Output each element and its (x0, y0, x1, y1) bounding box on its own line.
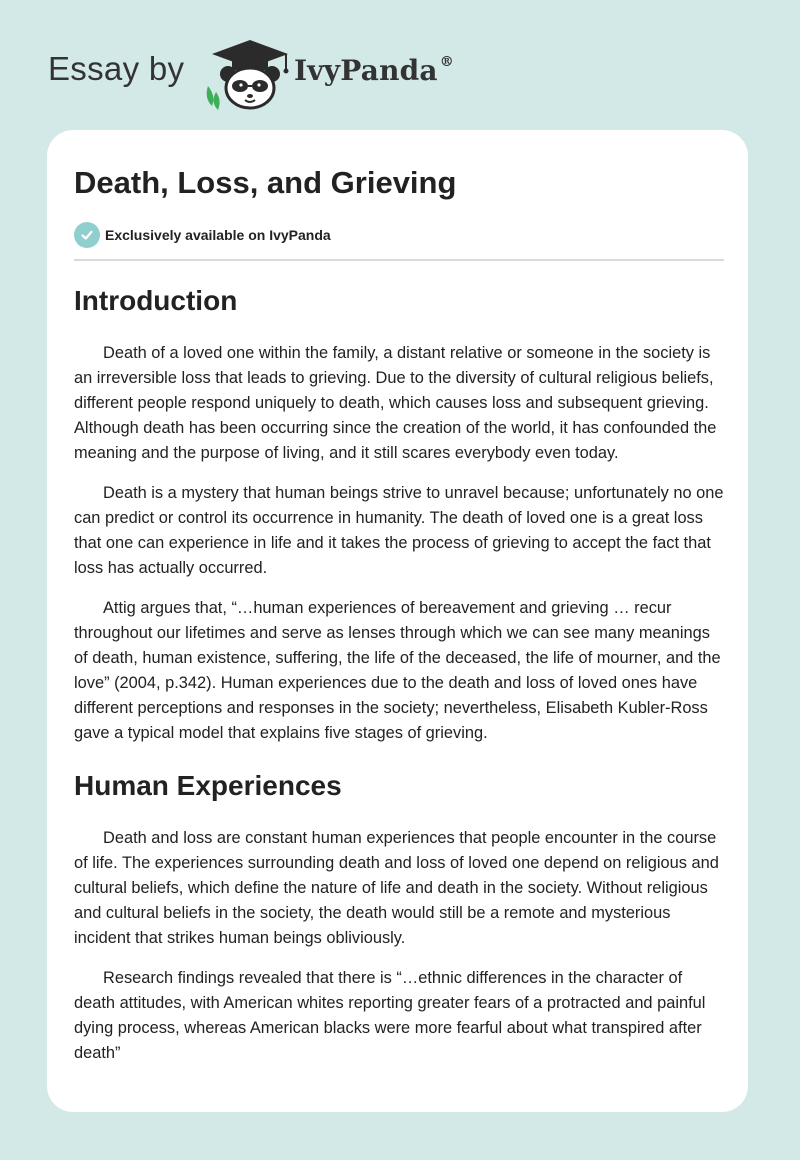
essay-by-label: Essay by (48, 50, 185, 87)
exclusive-badge (74, 222, 724, 248)
paragraph: Death is a mystery that human beings strive to unravel because; unfortunately no one can predict or control its occurrence in humanity. The death of loved one is a great loss that one can experience in life and it takes the process of grieving to accept the fact that loss has actually occurred. (74, 484, 724, 577)
registered-mark: ® (439, 54, 454, 70)
paragraph: Attig argues that, “…human experiences of bereavement and grieving … recur throughout our lifetimes and serve as lenses through which we can see many meanings of death, human existence, suffering, the life of the deceased, the life of mourner, and the love” (2004, p.342). Human experiences due to the death and loss of loved ones have different perceptions and responses in the society; nevertheless, Elisabeth Kubler-Ross gave a typical model that explains five stages of grieving. (74, 599, 721, 742)
essay-content (74, 160, 724, 1066)
paragraph: Death of a loved one within the family, a distant relative or someone in the society is an irreversible loss that leads to grieving. Due to the diversity of cultural religious beliefs, different people respond uniquely to death, which causes loss and subsequent grieving. Although death has been occurring since the creation of the world, it has confounded the meaning and the purpose of living, and it still scares everybody even today. (74, 344, 717, 462)
site-header (48, 28, 508, 108)
panda-graduate-icon (202, 36, 296, 110)
ivypanda-brand[interactable] (294, 54, 454, 87)
paragraph: Research findings revealed that there is “…ethnic differences in the character of death attitudes, with American whites reporting greater fears of a protracted and painful dying process, whereas American blacks were more fearful about what transpired after death” (74, 969, 706, 1062)
section-heading-human-experiences: Human Experiences (74, 770, 342, 801)
essay-title: Death, Loss, and Grieving (74, 165, 457, 200)
check-icon (74, 222, 100, 248)
section-heading-introduction: Introduction (74, 285, 238, 316)
exclusive-label: Exclusively available on IvyPanda (105, 227, 331, 243)
title-divider (74, 259, 724, 261)
brand-name: IvyPanda (294, 54, 438, 87)
paragraph: Death and loss are constant human experiences that people encounter in the course of life. The experiences surrounding death and loss of loved one depend on religious and cultural beliefs, which define the nature of life and death in the society. Without religious and cultural beliefs in the society, the death would still be a remote and mysterious incident that strikes human beings obliviously. (74, 829, 719, 947)
essay-card (47, 130, 748, 1112)
